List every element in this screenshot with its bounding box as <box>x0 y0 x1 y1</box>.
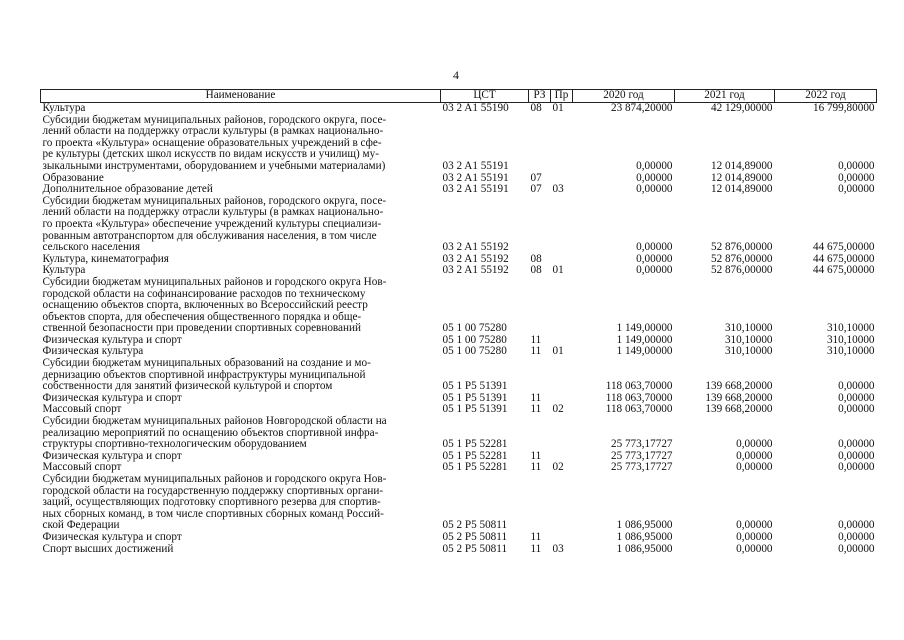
row-cst: 05 1 P5 52281 <box>442 438 508 451</box>
table-row <box>41 103 877 115</box>
row-name-line: структуры спортивно-технологическим оборудованием <box>42 438 307 451</box>
row-2021: 42 129,00000 <box>710 102 773 114</box>
header-2022: 2022 год <box>775 90 877 103</box>
page-number: 4 <box>453 68 459 82</box>
row-rz <box>529 358 551 393</box>
row-pr: 01 <box>552 264 564 277</box>
row-pr <box>551 196 573 254</box>
table-row <box>41 544 877 556</box>
row-2020: 25 773,17727 <box>610 461 673 474</box>
row-name <box>41 474 441 532</box>
row-pr <box>551 358 573 393</box>
row-name-line: го проекта «Культура» оснащение образовательных учреждений в сфе- <box>42 136 382 149</box>
row-rz: 11 <box>530 449 542 462</box>
row-name-line: сельского населения <box>42 241 141 254</box>
row-pr: 01 <box>552 102 564 114</box>
table-row <box>41 358 877 393</box>
row-2020: 0,00000 <box>636 183 673 196</box>
row-name-line: Физическая культура и спорт <box>42 391 182 404</box>
row-rz: 11 <box>530 333 542 346</box>
row-name-line: зыкальными инструментами, оборудованием и учебными материалами) <box>42 159 386 172</box>
table-row <box>41 532 877 544</box>
row-name-line: го проекта «Культура» обеспечение учреждений культуры специализи- <box>42 217 382 230</box>
row-2020: 118 063,70000 <box>605 391 673 404</box>
row-2022: 310,10000 <box>826 322 875 335</box>
row-2020: 118 063,70000 <box>605 403 673 416</box>
row-cst: 03 2 A1 55190 <box>442 102 509 114</box>
row-name-line: Субсидии бюджетам муниципальных районов, городского округа, посе- <box>42 113 387 126</box>
row-pr <box>551 277 573 335</box>
row-name-line: Физическая культура <box>42 345 144 358</box>
row-2020: 25 773,17727 <box>610 449 673 462</box>
row-2022: 0,00000 <box>838 159 875 172</box>
row-2022: 0,00000 <box>838 380 875 393</box>
row-2022: 0,00000 <box>838 438 875 451</box>
row-2021: 0,00000 <box>736 542 773 555</box>
row-name <box>41 115 441 173</box>
row-2022: 16 799,80000 <box>812 102 875 114</box>
row-2022: 44 675,00000 <box>812 252 875 265</box>
row-name-line: Субсидии бюджетам муниципальных районов и городского округа Нов- <box>42 473 387 485</box>
row-2022: 44 675,00000 <box>812 241 875 254</box>
row-name <box>41 103 441 115</box>
row-2021: 139 668,20000 <box>705 403 773 416</box>
row-name-line: ре культуры (детских школ искусств по видам искусств и училищ) му- <box>42 148 379 161</box>
row-2022: 0,00000 <box>838 183 875 196</box>
row-rz <box>529 196 551 254</box>
row-rz: 08 <box>530 252 542 265</box>
row-cst: 05 1 00 75280 <box>442 333 507 346</box>
row-2020: 0,00000 <box>636 264 673 277</box>
row-name-line: объектов спорта, для обеспечения общественного порядка и обще- <box>42 310 362 323</box>
row-cst: 03 2 A1 55192 <box>442 241 509 254</box>
row-2021: 12 014,89000 <box>710 171 773 184</box>
row-rz <box>529 474 551 532</box>
row-2020: 1 086,95000 <box>616 530 673 543</box>
table-header-row <box>41 90 877 103</box>
header-pr: Пр <box>551 90 573 103</box>
row-name-line: ской Федерации <box>42 519 120 532</box>
row-rz: 07 <box>530 171 542 184</box>
row-name-line: лений области на поддержку отрасли культуры (в рамках национально- <box>42 125 384 138</box>
row-2021: 12 014,89000 <box>710 183 773 196</box>
row-cst: 05 1 P5 51391 <box>442 380 508 393</box>
row-cst: 05 1 00 75280 <box>442 345 507 358</box>
row-name-line: городской области на государственную поддержку спортивных органи- <box>42 484 384 497</box>
header-cst: ЦСТ <box>441 90 529 103</box>
row-name-line: Массовый спорт <box>42 461 122 474</box>
row-pr: 02 <box>552 403 564 416</box>
row-2022: 0,00000 <box>838 171 875 184</box>
row-2021: 0,00000 <box>736 461 773 474</box>
row-name-line: Субсидии бюджетам муниципальных районов, городского округа, посе- <box>42 194 387 207</box>
row-name-line: ственной безопасности при проведении спортивных соревнований <box>42 322 361 335</box>
row-name-line: Физическая культура и спорт <box>42 333 182 346</box>
row-name-line: Физическая культура и спорт <box>42 449 182 462</box>
row-name-line: заций, осуществляющих подготовку спортивного резерва для спортив- <box>42 496 381 509</box>
row-cst: 05 2 P5 50811 <box>442 530 508 543</box>
row-name-line: собственности для занятий физической культурой и спортом <box>42 380 333 393</box>
table-body <box>41 103 877 556</box>
row-cst: 05 1 P5 51391 <box>442 391 508 404</box>
row-name-line: Субсидии бюджетам муниципальных образований на создание и мо- <box>42 357 371 370</box>
row-2020: 0,00000 <box>636 159 673 172</box>
row-pr <box>551 115 573 173</box>
row-rz: 11 <box>530 530 542 543</box>
row-2020: 1 086,95000 <box>616 519 673 532</box>
row-pr: 02 <box>552 461 564 474</box>
row-name-line: Субсидии бюджетам муниципальных районов Новгородской области на <box>42 415 387 428</box>
row-name-line: Культура <box>42 102 86 114</box>
row-2022: 0,00000 <box>838 461 875 474</box>
row-name <box>41 358 441 393</box>
row-cst: 05 1 P5 52281 <box>442 461 508 474</box>
row-2022: 0,00000 <box>838 519 875 532</box>
row-2021: 0,00000 <box>736 438 773 451</box>
row-name-line: дернизацию объектов спортивной инфраструктуры муниципальной <box>42 368 366 381</box>
row-cst: 03 2 A1 55191 <box>442 159 509 172</box>
row-2022: 0,00000 <box>838 391 875 404</box>
row-cst: 05 2 P5 50811 <box>442 542 508 555</box>
row-cst: 05 1 P5 51391 <box>442 403 508 416</box>
row-pr: 03 <box>552 542 564 555</box>
budget-table <box>40 89 877 555</box>
header-2021: 2021 год <box>675 90 775 103</box>
row-2020: 0,00000 <box>636 252 673 265</box>
row-cst: 03 2 A1 55191 <box>442 183 509 196</box>
row-rz: 11 <box>530 391 542 404</box>
row-name-line: Культура, кинематография <box>42 252 169 265</box>
row-name <box>41 277 441 335</box>
row-name-line: ных сборных команд, в том числе спортивных сборных команд Россий- <box>42 507 384 520</box>
row-name <box>41 532 441 544</box>
row-2020: 0,00000 <box>636 241 673 254</box>
row-rz <box>529 115 551 173</box>
row-pr: 01 <box>552 345 564 358</box>
row-2020: 25 773,17727 <box>610 438 673 451</box>
row-2022: 0,00000 <box>838 542 875 555</box>
row-2021: 310,10000 <box>724 345 773 358</box>
table-row <box>41 184 877 196</box>
table-row <box>41 474 877 532</box>
row-pr <box>551 416 573 451</box>
row-2021: 52 876,00000 <box>710 252 773 265</box>
row-name <box>41 184 441 196</box>
row-name <box>41 544 441 556</box>
row-2021: 139 668,20000 <box>705 391 773 404</box>
table-row <box>41 196 877 254</box>
row-cst: 03 2 A1 55192 <box>442 252 509 265</box>
row-pr: 03 <box>552 183 564 196</box>
row-name-line: Спорт высших достижений <box>42 542 174 555</box>
header-2020: 2020 год <box>573 90 675 103</box>
row-2021: 310,10000 <box>724 333 773 346</box>
row-2021: 52 876,00000 <box>710 241 773 254</box>
row-name <box>41 416 441 451</box>
row-cst: 05 1 P5 52281 <box>442 449 508 462</box>
row-2021: 52 876,00000 <box>710 264 773 277</box>
row-2021: 0,00000 <box>736 519 773 532</box>
row-cst: 05 2 P5 50811 <box>442 519 508 532</box>
row-2021: 0,00000 <box>736 449 773 462</box>
row-rz: 07 <box>530 183 542 196</box>
row-2021: 12 014,89000 <box>710 159 773 172</box>
row-2022: 0,00000 <box>838 403 875 416</box>
row-name-line: Субсидии бюджетам муниципальных районов и городского округа Нов- <box>42 275 387 288</box>
row-pr <box>551 532 573 544</box>
row-2022: 44 675,00000 <box>812 264 875 277</box>
row-name-line: Дополнительное образование детей <box>42 183 213 196</box>
header-name: Наименование <box>41 90 441 103</box>
row-2020: 118 063,70000 <box>605 380 673 393</box>
row-2021: 0,00000 <box>736 530 773 543</box>
table-row <box>41 277 877 335</box>
row-name-line: Массовый спорт <box>42 403 122 416</box>
row-rz: 08 <box>530 102 542 114</box>
row-name-line: оснащению объектов спорта, включенных во Всероссийский реестр <box>42 299 368 312</box>
row-2021: 139 668,20000 <box>705 380 773 393</box>
row-name-line: лений области на поддержку отрасли культуры (в рамках национально- <box>42 206 384 219</box>
row-name-line: рованным автотранспортом для обслуживания населения, в том числе <box>42 229 377 242</box>
row-2020: 23 874,20000 <box>610 102 673 114</box>
row-2022: 0,00000 <box>838 449 875 462</box>
row-name-line: Образование <box>42 171 104 184</box>
row-name-line: Физическая культура и спорт <box>42 530 182 543</box>
row-pr <box>551 474 573 532</box>
row-rz: 08 <box>530 264 542 277</box>
row-2020: 1 149,00000 <box>616 345 673 358</box>
row-rz: 11 <box>530 345 542 358</box>
row-2020: 1 149,00000 <box>616 333 673 346</box>
header-rz: РЗ <box>529 90 551 103</box>
row-2020: 1 086,95000 <box>616 542 673 555</box>
row-2020: 1 149,00000 <box>616 322 673 335</box>
row-rz <box>529 416 551 451</box>
table-row <box>41 115 877 173</box>
row-name-line: Культура <box>42 264 86 277</box>
row-cst: 05 1 00 75280 <box>442 322 507 335</box>
row-rz: 11 <box>530 403 542 416</box>
row-rz <box>529 277 551 335</box>
table-row <box>41 416 877 451</box>
row-name-line: городской области на софинансирование расходов по техническому <box>42 287 366 300</box>
row-cst: 03 2 A1 55191 <box>442 171 509 184</box>
row-rz: 11 <box>530 542 542 555</box>
row-name-line: реализацию мероприятий по оснащению объектов спортивной инфра- <box>42 426 379 439</box>
row-2022: 0,00000 <box>838 530 875 543</box>
row-name <box>41 254 441 266</box>
row-rz: 11 <box>530 461 542 474</box>
row-2022: 310,10000 <box>826 333 875 346</box>
row-2021: 310,10000 <box>724 322 773 335</box>
row-cst: 03 2 A1 55192 <box>442 264 509 277</box>
row-2022: 310,10000 <box>826 345 875 358</box>
row-2020: 0,00000 <box>636 171 673 184</box>
row-name <box>41 196 441 254</box>
